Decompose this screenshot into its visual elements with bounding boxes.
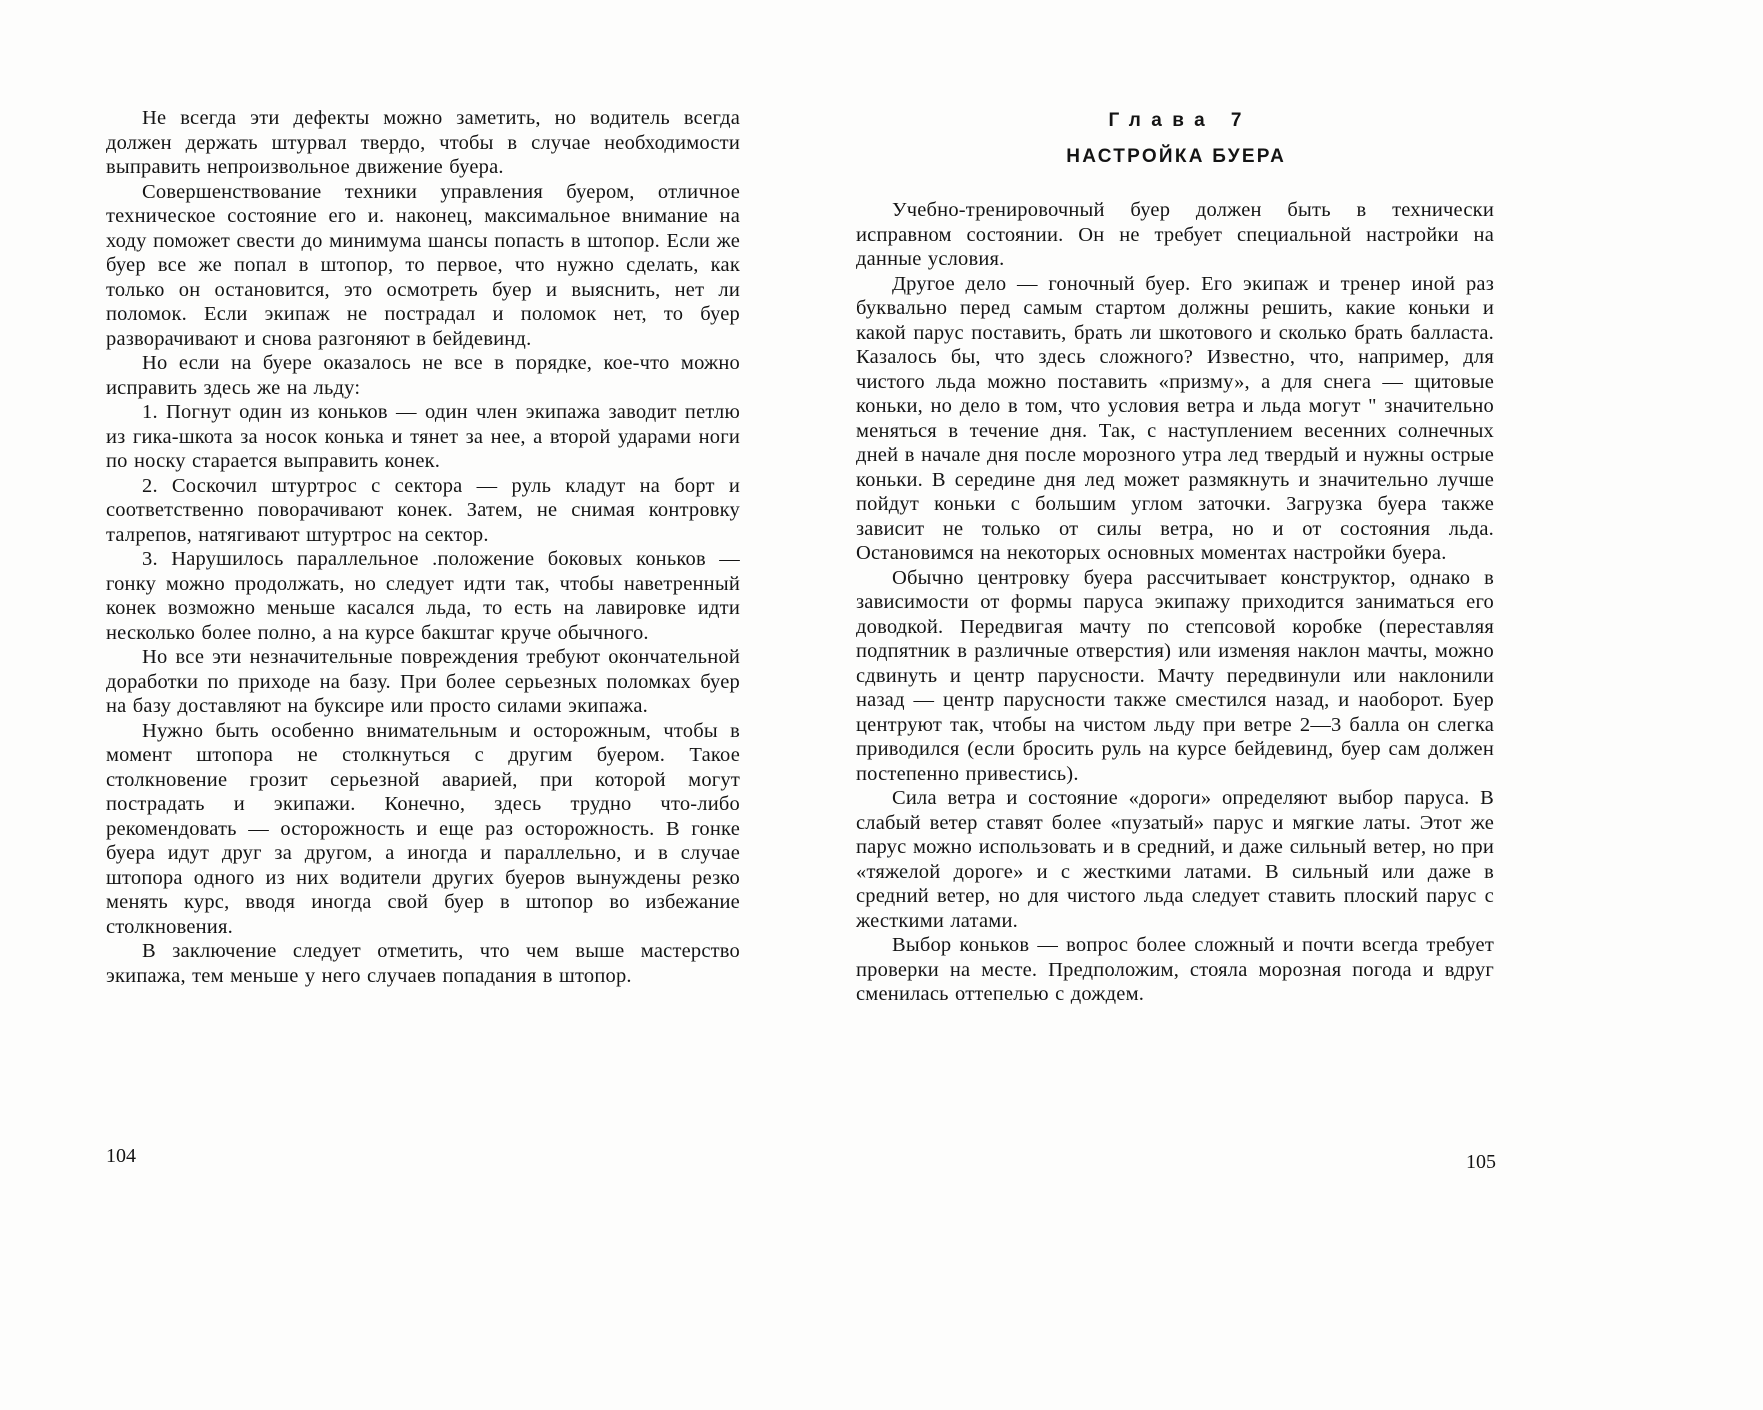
paragraph: Обычно центровку буера рассчитывает конструктор, однако в зависимости от формы паруса экипажу приходится заниматься его доводкой. Передвигая мачту по степсовой коробке (переставляя подпятник в различные отверстия) или изменяя наклон мачты, можно сдвинуть и центр парусности. Мачту передвинули или наклонили назад — центр парусности также сместился назад, и наоборот. Буер центруют так, чтобы на чистом льду при ветре 2—3 балла он слегка приводился (если бросить руль на курсе бейдевинд, буер сам должен постепенно привестись). <box>856 566 1494 785</box>
paragraph: 2. Соскочил штуртрос с сектора — руль кладут на борт и соответственно поворачивают конек. Затем, не снимая контровку талрепов, натягивают штуртрос на сектор. <box>106 474 740 546</box>
right-page <box>856 106 1494 1007</box>
right-page-text <box>856 198 1494 1007</box>
page-number-right: 105 <box>1466 1151 1496 1173</box>
paragraph: Нужно быть особенно внимательным и осторожным, чтобы в момент штопора не столкнуться с другим буером. Такое столкновение грозит серьезной аварией, при которой могут пострадать и экипажи. Конечно, здесь трудно что-либо рекомендовать — осторожность и еще раз осторожность. В гонке буера идут друг за другом, а иногда и параллельно, и в случае штопора одного из них водители других буеров вынуждены резко менять курс, вводя иногда свой буер в штопор во избежание столкновения. <box>106 719 740 938</box>
paragraph: Но если на буере оказалось не все в порядке, кое-что можно исправить здесь же на льду: <box>106 352 740 399</box>
paragraph: Не всегда эти дефекты можно заметить, но водитель всегда должен держать штурвал твердо, чтобы в случае необходимости выправить непроизвольное движение буера. <box>106 107 740 178</box>
paragraph: В заключение следует отметить, что чем выше мастерство экипажа, тем меньше у него случаев попадания в штопор. <box>106 940 740 987</box>
left-page-text <box>106 106 740 988</box>
paragraph: Сила ветра и состояние «дороги» определяют выбор паруса. В слабый ветер ставят более «пузатый» парус и мягкие латы. Этот же парус можно использовать и в средний, и даже сильный ветер, но при «тяжелой дороге» и с жесткими латами. В сильный или даже в средний ветер, но для чистого льда следует ставить плоский парус с жесткими латами. <box>856 787 1494 932</box>
chapter-title: НАСТРОЙКА БУЕРА <box>1066 146 1287 167</box>
paragraph: Другое дело — гоночный буер. Его экипаж и тренер иной раз буквально перед самым стартом должны решить, какие коньки и какой парус поставить, брать ли шкотового и сколько брать балласта. Казалось бы, что здесь сложного? Известно, что, например, для чистого льда можно поставить «призму», а для снега — щитовые коньки, но дело в том, что условия ветра и льда могут " значительно меняться в течение дня. Так, с наступлением весенних солнечных дней в начале дня после морозного утра лед твердый и нужны острые коньки. В середине дня лед может размякнуть и значительно лучше пойдут коньки с большим углом заточки. Загрузка буера также зависит не только от силы ветра, но и от состояния льда. Остановимся на некоторых основных моментах настройки буера. <box>856 272 1494 564</box>
paragraph: 3. Нарушилось параллельное .положение боковых коньков — гонку можно продолжать, но следует идти так, чтобы наветренный конек возможно меньше касался льда, то есть на лавировке идти несколько более полно, а на курсе бакштаг круче обычного. <box>106 548 740 644</box>
paragraph: Но все эти незначительные повреждения требуют окончательной доработки по приходе на базу. При более серьезных поломках буер на базу доставляют на буксире или просто силами экипажа. <box>106 646 740 717</box>
paragraph: Совершенствование техники управления буером, отличное техническое состояние его и. наконец, максимальное внимание на ходу поможет свести до минимума шансы попасть в штопор. Если же буер все же попал в штопор, то первое, что нужно сделать, как только он остановится, это осмотреть буер и выяснить, нет ли поломок. Если экипаж не пострадал и поломок нет, то буер разворачивают и снова разгоняют в бейдевинд. <box>106 180 740 350</box>
chapter-label: Глава 7 <box>1108 110 1252 131</box>
paragraph: Учебно-тренировочный буер должен быть в технически исправном состоянии. Он не требует специальной настройки на данные условия. <box>856 199 1494 270</box>
paragraph: Выбор коньков — вопрос более сложный и почти всегда требует проверки на месте. Предположим, стояла морозная погода и вдруг сменилась оттепелью с дождем. <box>856 934 1494 1005</box>
left-page <box>106 106 740 988</box>
paragraph: 1. Погнут один из коньков — один член экипажа заводит петлю из гика-шкота за носок конька и тянет за нее, а второй ударами ноги по носку старается выправить конек. <box>106 401 740 472</box>
page-number-left: 104 <box>106 1145 136 1167</box>
